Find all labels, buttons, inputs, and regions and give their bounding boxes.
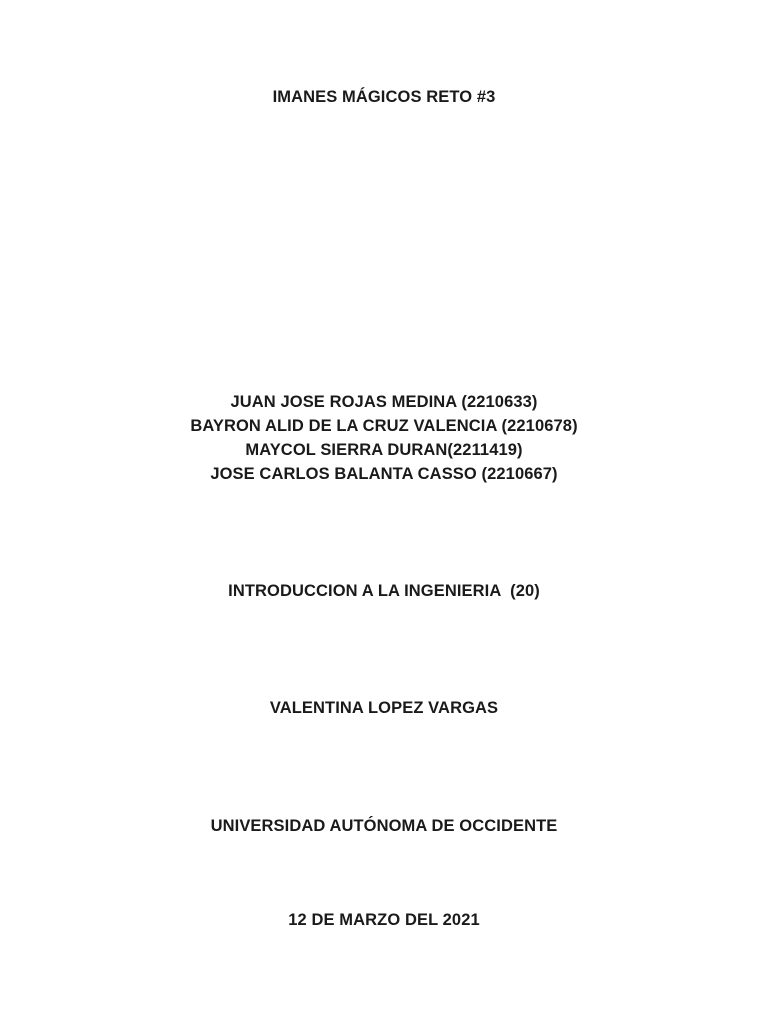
institution-name: UNIVERSIDAD AUTÓNOMA DE OCCIDENTE — [210, 817, 558, 835]
author-name: MAYCOL SIERRA DURAN(2211419) — [245, 441, 523, 459]
document-date: 12 DE MARZO DEL 2021 — [288, 911, 480, 929]
author-name: JOSE CARLOS BALANTA CASSO (2210667) — [210, 465, 558, 483]
document-title: IMANES MÁGICOS RETO #3 — [272, 88, 496, 106]
author-name: JUAN JOSE ROJAS MEDINA (2210633) — [230, 393, 538, 411]
instructor-name: VALENTINA LOPEZ VARGAS — [269, 699, 499, 717]
author-name: BAYRON ALID DE LA CRUZ VALENCIA (2210678) — [190, 417, 578, 435]
author-list — [0, 390, 768, 486]
course-name: INTRODUCCION A LA INGENIERIA (20) — [228, 582, 540, 600]
